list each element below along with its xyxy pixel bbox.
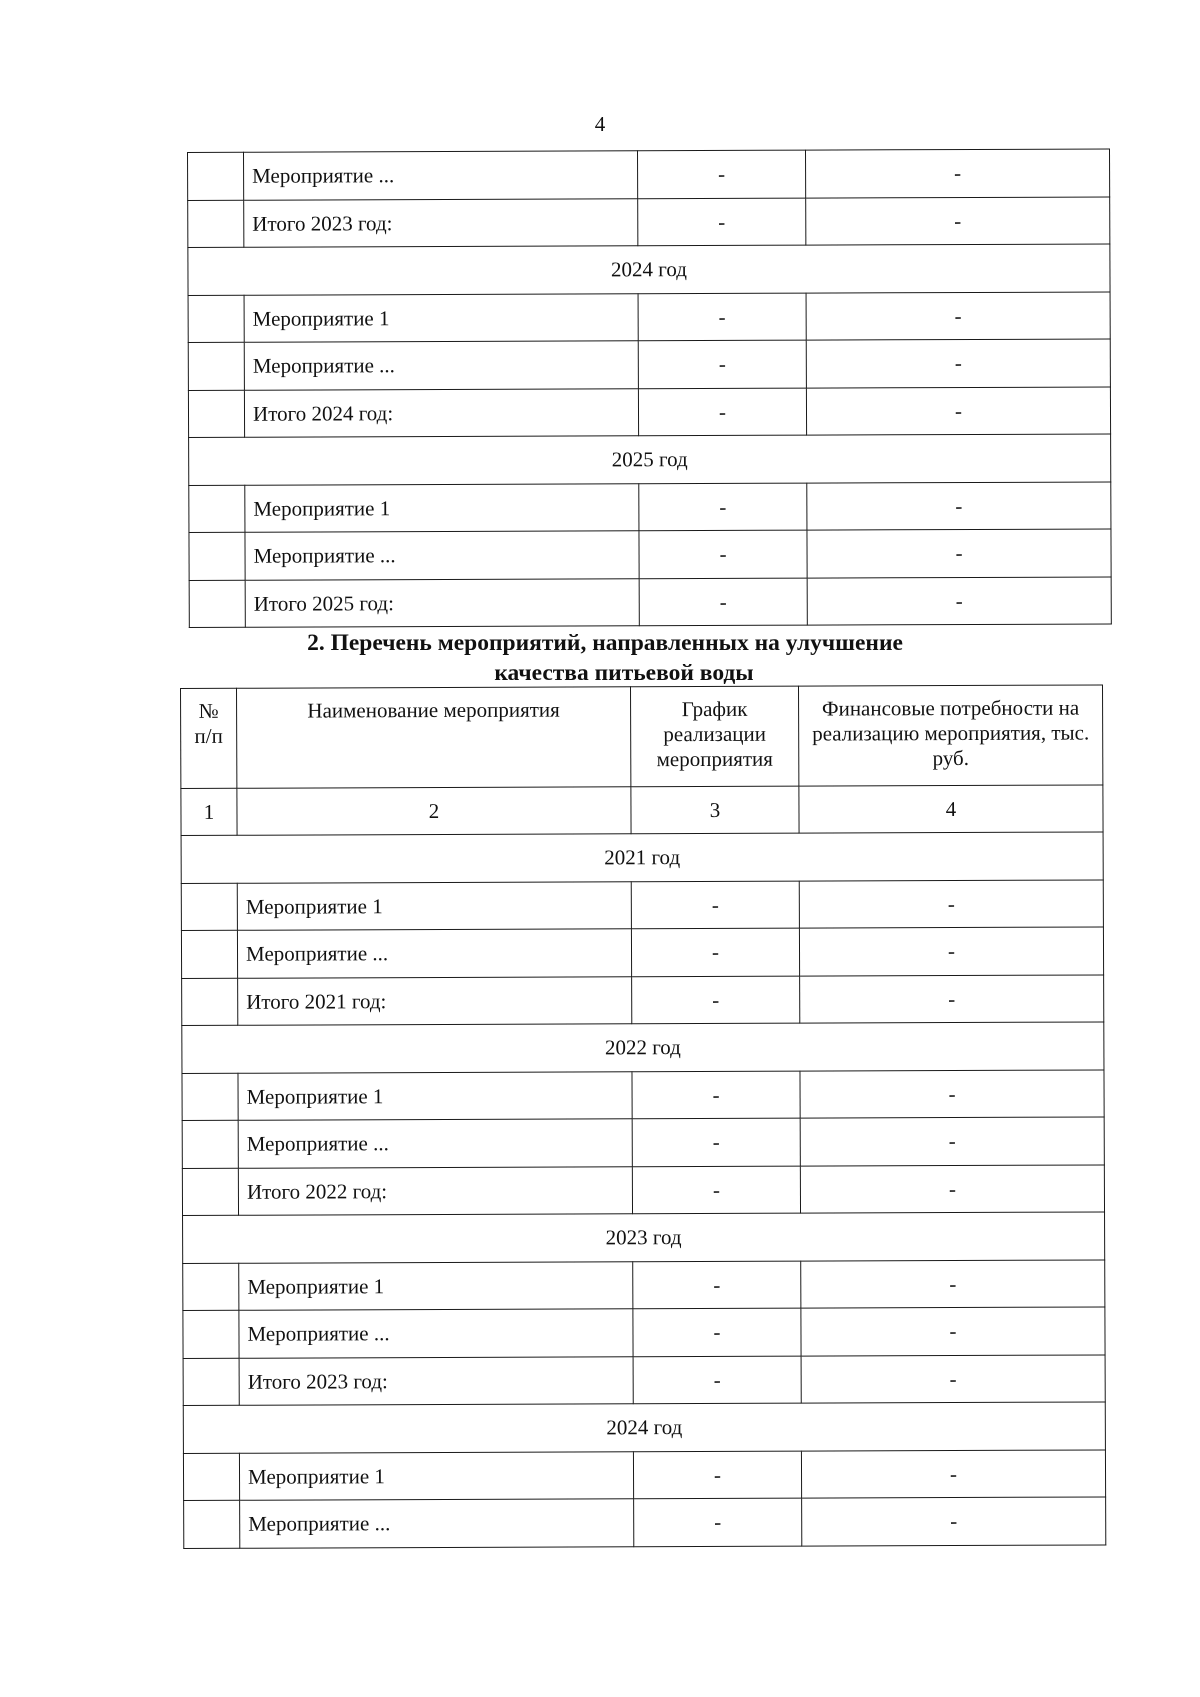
activity-schedule: -	[639, 530, 807, 578]
activity-finance: -	[805, 149, 1109, 198]
row-number-cell	[182, 1073, 238, 1121]
activity-schedule: -	[633, 1261, 801, 1309]
activity-finance: -	[799, 879, 1103, 928]
table-row	[182, 1117, 1104, 1168]
table-row	[188, 196, 1110, 247]
table-row	[182, 1164, 1104, 1215]
header-num: № п/п	[181, 688, 237, 788]
water-quality-activities-table	[180, 684, 1106, 1548]
row-number-cell	[189, 485, 245, 533]
year-section-row	[188, 244, 1110, 295]
year-label: 2024 год	[188, 244, 1110, 295]
row-number-cell	[182, 978, 238, 1026]
activity-finance: -	[806, 291, 1110, 340]
activity-name: Итого 2021 год:	[238, 976, 632, 1025]
table2-header	[181, 685, 1104, 836]
activity-name: Мероприятие 1	[244, 293, 638, 342]
activity-schedule: -	[632, 1166, 800, 1214]
table-row	[184, 1497, 1106, 1548]
activity-schedule: -	[638, 388, 806, 436]
activity-finance: -	[806, 339, 1110, 388]
activity-finance: -	[799, 927, 1103, 976]
row-number-cell	[183, 1358, 239, 1406]
row-number-cell	[181, 930, 237, 978]
year-label: 2021 год	[181, 832, 1103, 883]
table-row	[181, 879, 1103, 930]
activity-name: Итого 2023 год:	[244, 198, 638, 247]
row-number-cell	[189, 580, 245, 628]
table-row	[183, 1354, 1105, 1405]
row-number-cell	[188, 390, 244, 438]
table-row	[183, 1449, 1105, 1500]
activity-name: Мероприятие ...	[244, 341, 638, 390]
activity-name: Мероприятие ...	[238, 1119, 632, 1168]
activity-name: Мероприятие 1	[239, 1451, 633, 1500]
activity-name: Мероприятие ...	[244, 151, 638, 200]
activity-name: Мероприятие ...	[237, 929, 631, 978]
activity-schedule: -	[633, 1356, 801, 1404]
row-number-cell	[184, 1500, 240, 1548]
activity-finance: -	[806, 386, 1110, 435]
table-row	[183, 1307, 1105, 1358]
year-section-row	[183, 1212, 1105, 1263]
year-label: 2024 год	[183, 1402, 1105, 1453]
activity-schedule: -	[632, 1071, 800, 1119]
activity-name: Мероприятие ...	[240, 1499, 634, 1548]
row-number-cell	[188, 295, 244, 343]
activity-finance: -	[807, 481, 1111, 530]
year-section-row	[181, 832, 1103, 883]
page-number: 4	[594, 112, 606, 136]
table-row	[189, 481, 1111, 532]
section-title-line1: 2. Перечень мероприятий, направленных на улучшение	[307, 630, 903, 656]
activity-schedule: -	[638, 340, 806, 388]
activity-finance: -	[802, 1497, 1106, 1546]
table-row	[189, 576, 1111, 627]
row-number-cell	[183, 1453, 239, 1501]
activity-schedule: -	[639, 578, 807, 626]
activity-schedule: -	[638, 198, 806, 246]
activity-name: Итого 2024 год:	[244, 388, 638, 437]
row-number-cell	[188, 200, 244, 248]
table2-body	[181, 832, 1106, 1548]
activity-schedule: -	[632, 1118, 800, 1166]
year-label: 2023 год	[183, 1212, 1105, 1263]
header-name: Наименование мероприятия	[237, 687, 631, 789]
activity-finance: -	[801, 1354, 1105, 1403]
column-number-4: 4	[799, 785, 1103, 833]
table2-header-row	[181, 685, 1103, 789]
activity-schedule: -	[637, 150, 805, 198]
column-number-3: 3	[631, 786, 799, 834]
row-number-cell	[182, 1168, 238, 1216]
activity-finance: -	[800, 974, 1104, 1023]
year-label: 2022 год	[182, 1022, 1104, 1073]
row-number-cell	[181, 883, 237, 931]
table-row	[188, 339, 1110, 390]
table-row	[182, 974, 1104, 1025]
year-section-row	[182, 1022, 1104, 1073]
activity-finance: -	[801, 1449, 1105, 1498]
activity-schedule: -	[633, 1308, 801, 1356]
activity-finance: -	[800, 1117, 1104, 1166]
table-row	[188, 291, 1110, 342]
activity-name: Итого 2025 год:	[245, 578, 639, 627]
section-title	[0, 628, 1200, 688]
activity-schedule: -	[634, 1498, 802, 1546]
activity-name: Мероприятие 1	[237, 881, 631, 930]
table-row	[189, 529, 1111, 580]
year-label: 2025 год	[189, 434, 1111, 485]
row-number-cell	[182, 1120, 238, 1168]
activity-name: Итого 2023 год:	[239, 1356, 633, 1405]
activity-finance: -	[806, 196, 1110, 245]
column-number-2: 2	[237, 787, 631, 836]
activities-table-continued	[187, 148, 1112, 628]
activity-finance: -	[801, 1259, 1105, 1308]
year-section-row	[183, 1402, 1105, 1453]
activity-finance: -	[800, 1164, 1104, 1213]
activity-name: Мероприятие ...	[245, 531, 639, 580]
activity-schedule: -	[631, 881, 799, 929]
activity-schedule: -	[631, 928, 799, 976]
activity-schedule: -	[633, 1451, 801, 1499]
table-row	[182, 1069, 1104, 1120]
year-section-row	[189, 434, 1111, 485]
table2-column-numbers-row	[181, 785, 1103, 836]
activity-name: Мероприятие 1	[245, 483, 639, 532]
table-row	[188, 149, 1110, 200]
activity-schedule: -	[639, 483, 807, 531]
activity-finance: -	[800, 1069, 1104, 1118]
activity-schedule: -	[632, 976, 800, 1024]
row-number-cell	[183, 1310, 239, 1358]
activity-name: Итого 2022 год:	[238, 1166, 632, 1215]
row-number-cell	[188, 342, 244, 390]
activity-finance: -	[807, 529, 1111, 578]
activity-schedule: -	[638, 293, 806, 341]
table-row	[181, 927, 1103, 978]
table-row	[183, 1259, 1105, 1310]
row-number-cell	[188, 152, 244, 200]
activity-finance: -	[801, 1307, 1105, 1356]
header-schedule: График реализации мероприятия	[630, 686, 798, 787]
header-finance: Финансовые потребности на реализацию мероприятия, тыс. руб.	[798, 685, 1102, 786]
table1-body	[188, 149, 1112, 628]
table-row	[188, 386, 1110, 437]
column-number-1: 1	[181, 788, 237, 835]
activity-name: Мероприятие 1	[238, 1071, 632, 1120]
activity-finance: -	[807, 576, 1111, 625]
row-number-cell	[189, 532, 245, 580]
section-title-line2: качества питьевой воды	[494, 660, 754, 686]
row-number-cell	[183, 1263, 239, 1311]
activity-name: Мероприятие ...	[239, 1309, 633, 1358]
activity-name: Мероприятие 1	[239, 1261, 633, 1310]
